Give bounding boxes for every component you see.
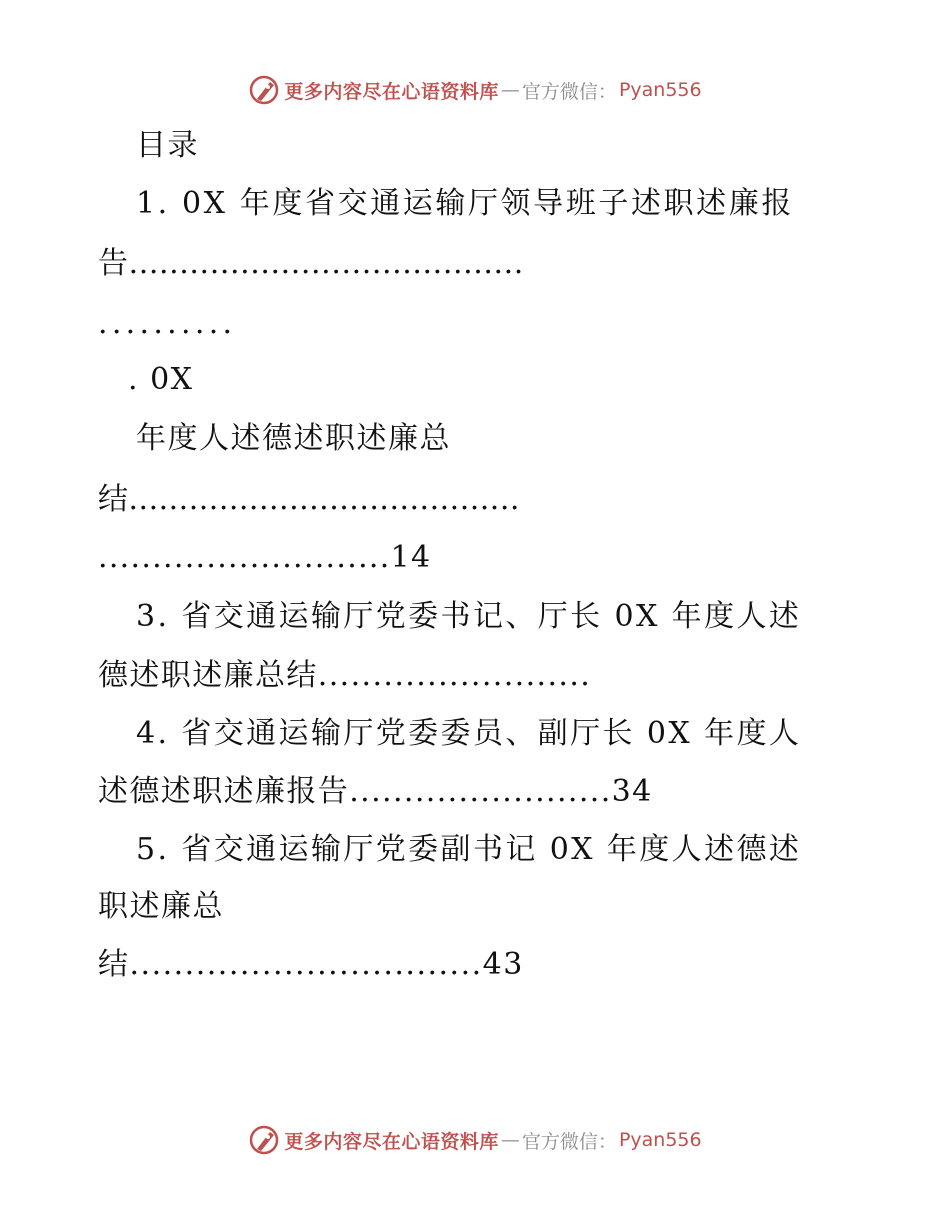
toc-entry-4-page: 述德述职述廉报告........................34 xyxy=(98,774,653,809)
toc-entry-2-leader: 结....................................... xyxy=(98,482,520,517)
toc-entry-1-leader: 告....................................... xyxy=(98,246,524,281)
watermark-wechat-label: 官方微信： xyxy=(521,1130,617,1153)
toc-entry-2-page: ...........................14 xyxy=(98,540,432,575)
toc-entry-1: 1. 0X 年度省交通运输厅领导班子述职述廉报 xyxy=(136,186,794,221)
watermark-wechat-label: 官方微信： xyxy=(521,80,617,103)
watermark-banner-top xyxy=(0,70,950,110)
watermark-separator: — xyxy=(500,79,520,101)
toc-entry-3: 3. 省交通运输厅党委书记、厅长 0X 年度人述 xyxy=(136,599,802,634)
pen-nib-logo-icon xyxy=(248,1124,280,1156)
toc-entry-5: 5. 省交通运输厅党委副书记 0X 年度人述德述 xyxy=(136,832,802,867)
toc-entry-5-cont: 职述廉总 xyxy=(98,889,224,924)
watermark-text: 更多内容尽在心语资料库 xyxy=(284,1130,499,1153)
toc-entry-1-leader-cont: .......... xyxy=(98,306,237,341)
pen-nib-logo-icon xyxy=(248,74,280,106)
watermark-separator: — xyxy=(500,1129,520,1151)
toc-entry-2-number: . 0X xyxy=(128,362,194,397)
toc-entry-3-leader: 德述职述廉总结......................... xyxy=(98,658,592,693)
toc-entry-2: 年度人述德述职述廉总 xyxy=(136,421,451,456)
watermark-wechat-id: Pyan556 xyxy=(618,79,702,101)
toc-entry-5-page: 结................................43 xyxy=(98,947,524,982)
watermark-text: 更多内容尽在心语资料库 xyxy=(284,80,499,103)
watermark-banner-bottom xyxy=(0,1120,950,1160)
toc-entry-4: 4. 省交通运输厅党委委员、副厅长 0X 年度人 xyxy=(136,716,802,751)
toc-title: 目录 xyxy=(136,128,199,163)
watermark-wechat-id: Pyan556 xyxy=(618,1129,702,1151)
